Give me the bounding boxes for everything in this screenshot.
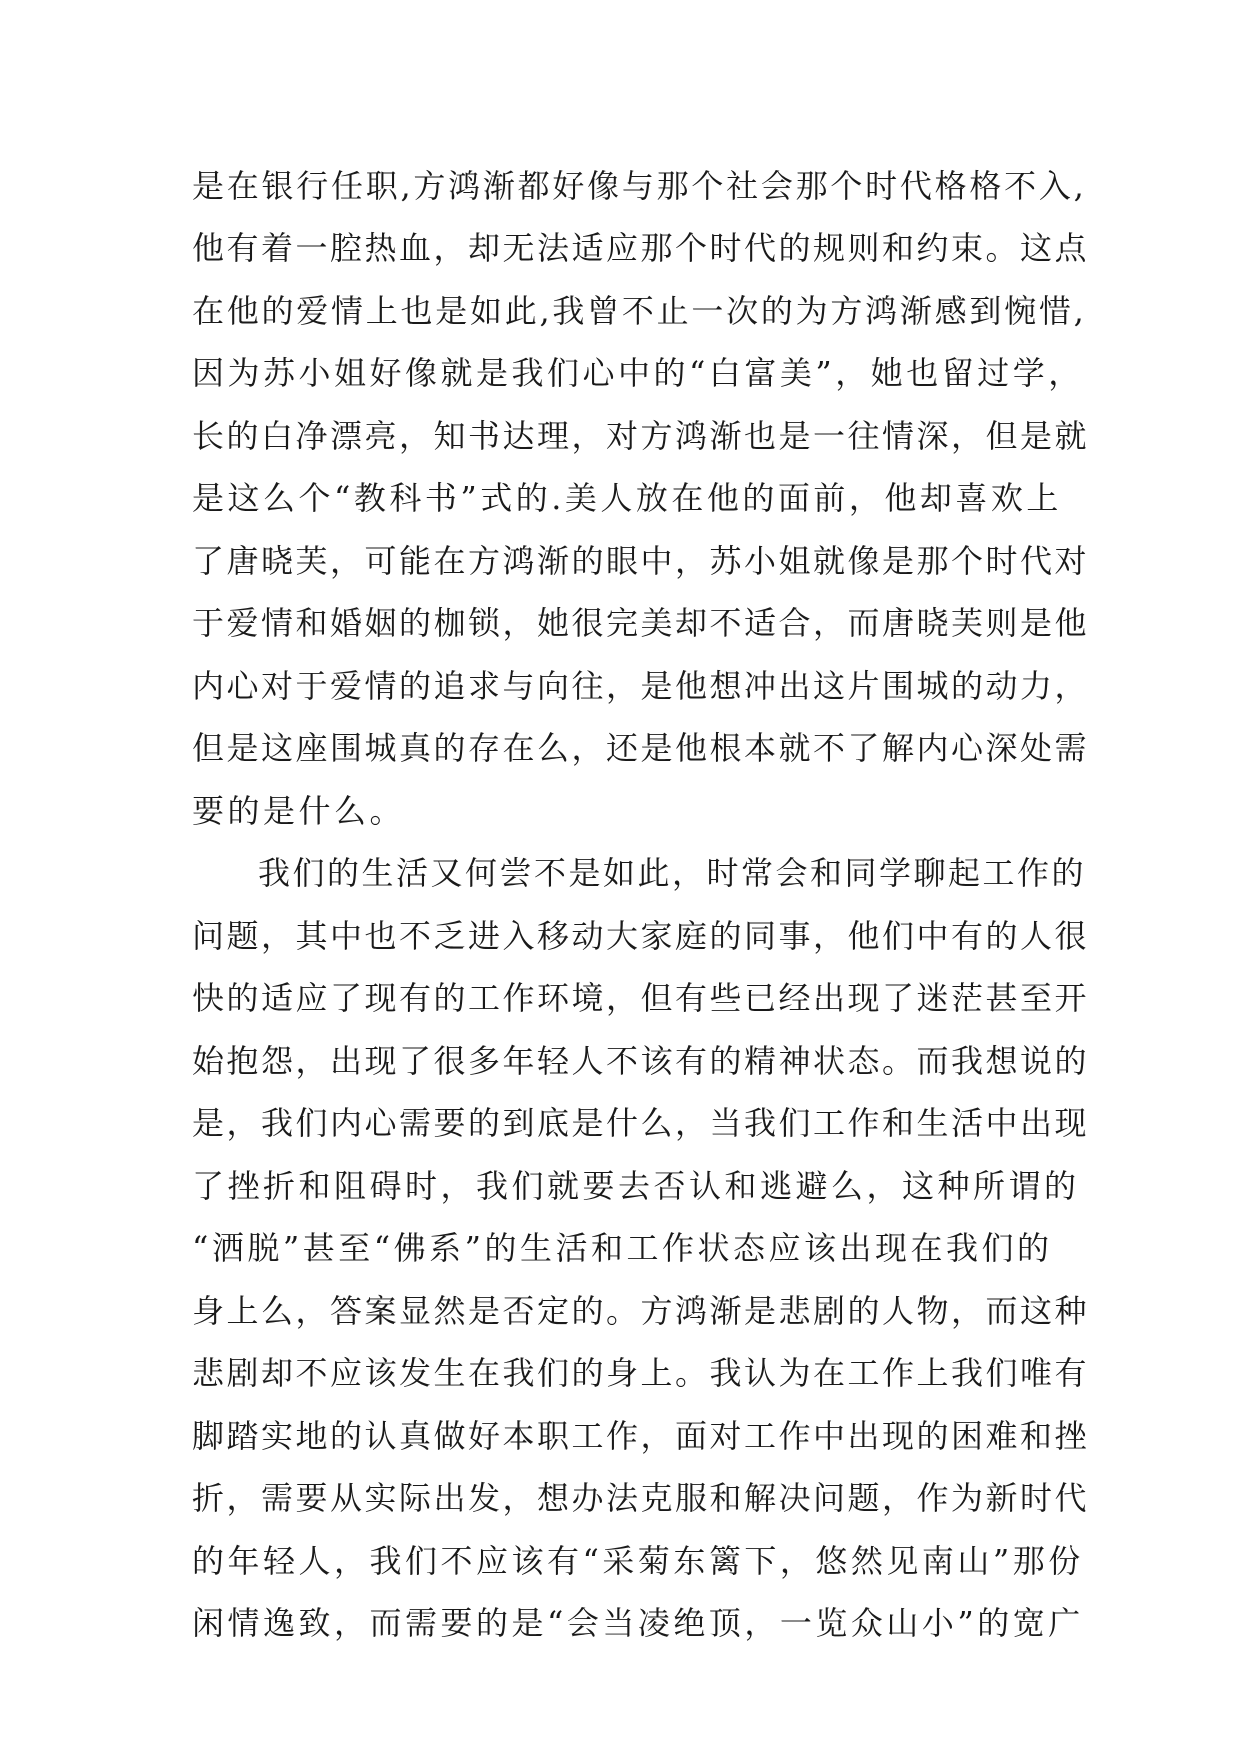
text-line: 悲剧却不应该发生在我们的身上。我认为在工作上我们唯有 <box>192 1354 1090 1392</box>
text-line: 闲情逸致，而需要的是“会当凌绝顶，一览众山小”的宽广 <box>192 1604 1084 1642</box>
text-line: 是，我们内心需要的到底是什么，当我们工作和生活中出现 <box>192 1104 1090 1142</box>
text-line: 了挫折和阻碍时，我们就要去否认和逃避么，这种所谓的 <box>192 1167 1080 1205</box>
text-line: 在他的爱情上也是如此,我曾不止一次的为方鸿渐感到惋惜, <box>192 292 1087 330</box>
text-line: “洒脱”甚至“佛系”的生活和工作状态应该出现在我们的 <box>192 1229 1053 1267</box>
text-line: 折，需要从实际出发，想办法克服和解决问题，作为新时代 <box>192 1479 1090 1517</box>
text-line: 始抱怨，出现了很多年轻人不该有的精神状态。而我想说的 <box>192 1042 1090 1080</box>
text-line: 长的白净漂亮，知书达理，对方鸿渐也是一往情深，但是就 <box>192 417 1090 455</box>
text-line: 身上么，答案显然是否定的。方鸿渐是悲剧的人物，而这种 <box>192 1292 1090 1330</box>
text-line: 问题，其中也不乏进入移动大家庭的同事，他们中有的人很 <box>192 917 1090 955</box>
text-line: 要的是什么。 <box>192 792 406 830</box>
text-line: 他有着一腔热血，却无法适应那个时代的规则和约束。这点 <box>192 229 1090 267</box>
text-line: 但是这座围城真的存在么，还是他根本就不了解内心深处需 <box>192 729 1090 767</box>
text-line: 了唐晓芙，可能在方鸿渐的眼中，苏小姐就像是那个时代对 <box>192 542 1090 580</box>
text-line: 是在银行任职,方鸿渐都好像与那个社会那个时代格格不入, <box>192 167 1087 205</box>
text-line: 快的适应了现有的工作环境，但有些已经出现了迷茫甚至开 <box>192 979 1090 1017</box>
text-line: 的年轻人，我们不应该有“采菊东篱下，悠然见南山”那份 <box>192 1542 1084 1580</box>
text-line: 于爱情和婚姻的枷锁，她很完美却不适合，而唐晓芙则是他 <box>192 604 1090 642</box>
paragraph-first-line: 我们的生活又何尝不是如此，时常会和同学聊起工作的 <box>258 854 1087 892</box>
text-line: 是这么个“教科书”式的.美人放在他的面前，他却喜欢上 <box>192 479 1062 517</box>
text-line: 内心对于爱情的追求与向往，是他想冲出这片围城的动力， <box>192 667 1090 705</box>
text-line: 脚踏实地的认真做好本职工作，面对工作中出现的困难和挫 <box>192 1417 1090 1455</box>
text-line: 因为苏小姐好像就是我们心中的“白富美”，她也留过学， <box>192 354 1084 392</box>
